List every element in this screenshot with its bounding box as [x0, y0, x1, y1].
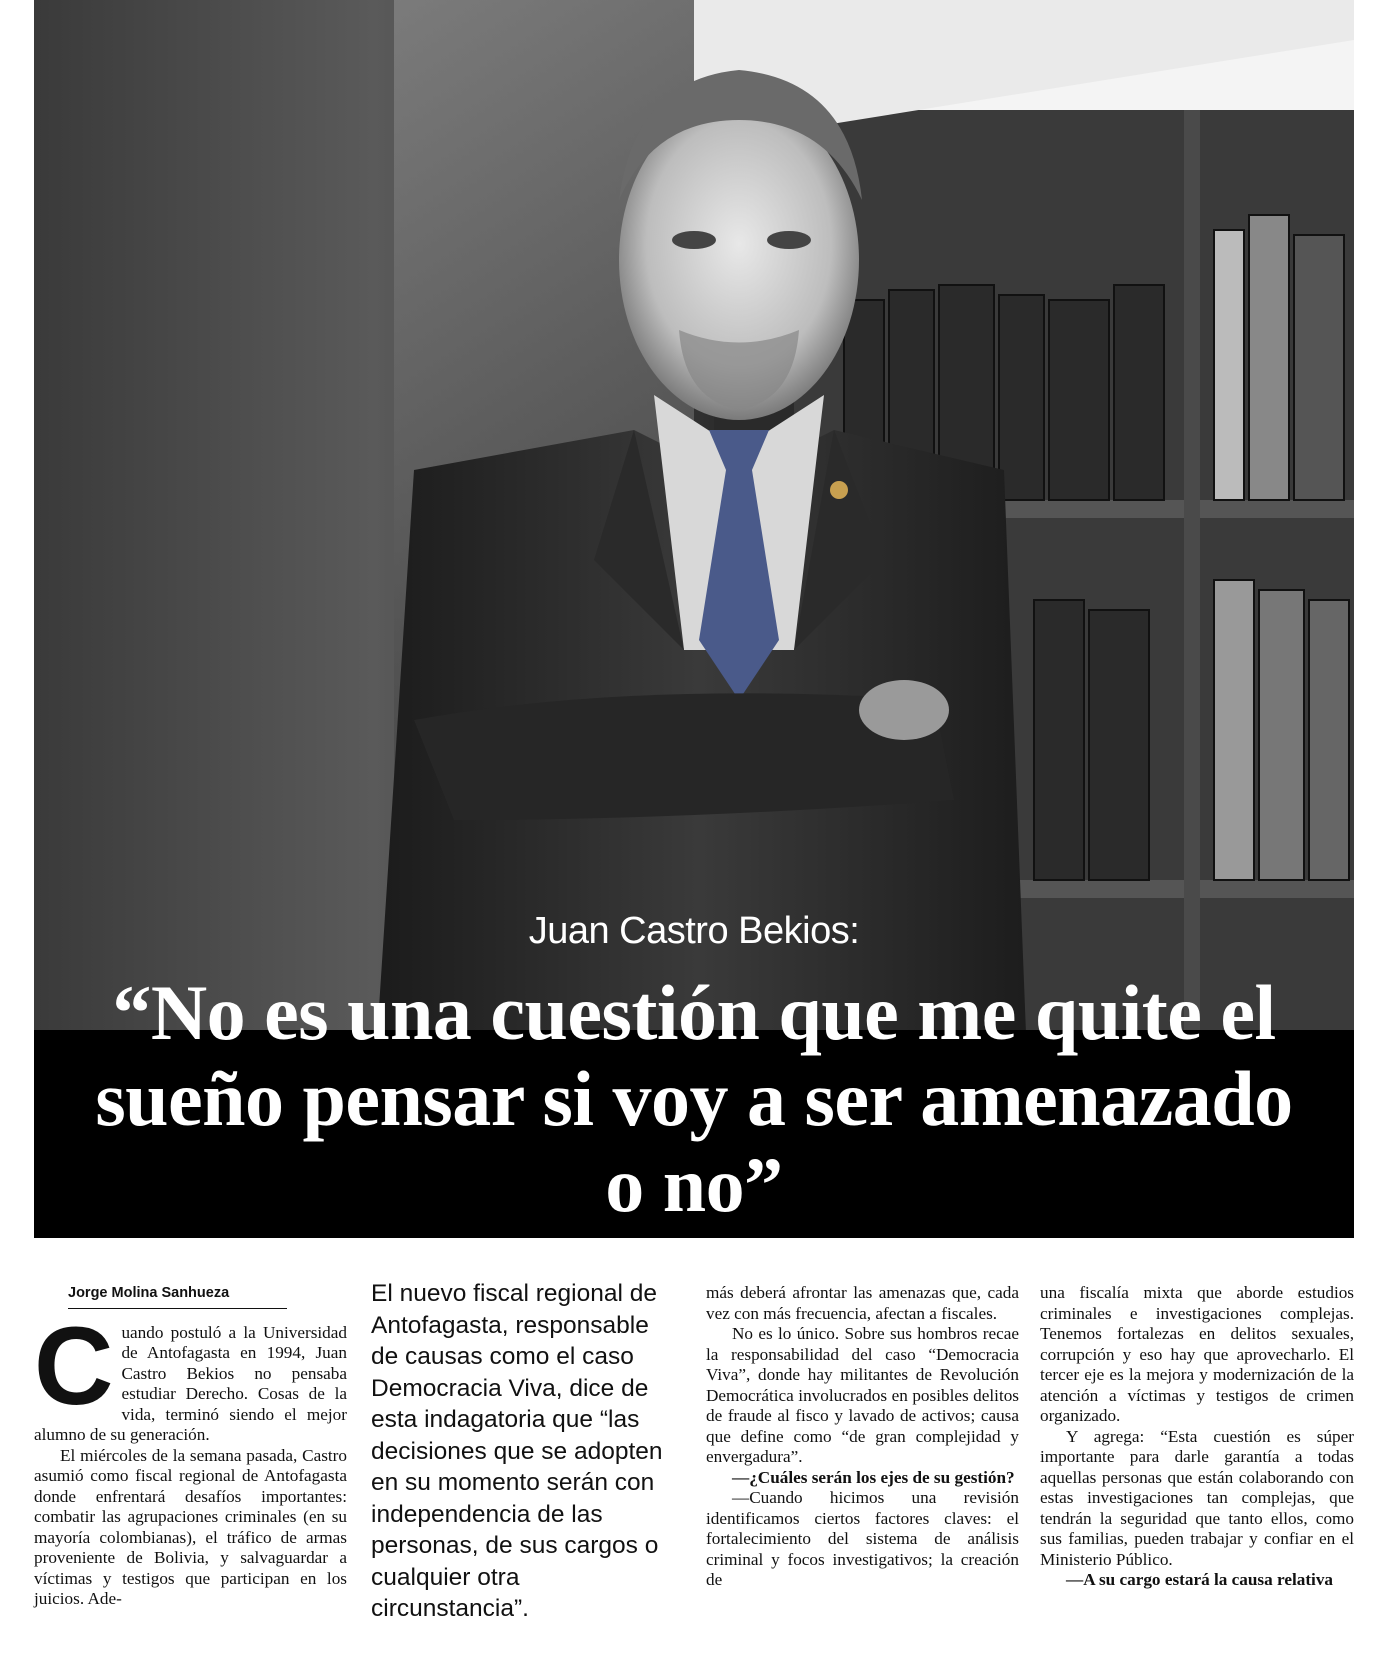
deck: El nuevo fiscal regional de Antofagasta, responsable de causas como el caso Democracia Viva, dice de esta indagatoria que “las decisiones que se adopten en su momento serán con independencia de las personas, de sus cargos o cualquier otra circunstancia”. [371, 1280, 663, 1622]
paragraph [34, 1304, 347, 1446]
paragraph: Y agrega: “Esta cuestión es súper importante para darle garantía a todas aquellas personas que están colaborando con estas investigaciones tan complejas, que tendrán la seguridad que tanto ellos, como sus familias, pueden trabajar y confiar en el Ministerio Público. [1040, 1426, 1354, 1569]
column-3 [706, 1283, 1019, 1591]
byline: Jorge Molina Sanhueza [68, 1283, 287, 1309]
paragraph: una fiscalía mixta que aborde estudios criminales e investigaciones complejas. Tenemos fortalezas en delitos sexuales, corrupción y eso hay que aprovecharlo. El tercer eje es la mejora y modernización de la atención a víctimas y testigos de crimen organizado. [1040, 1283, 1354, 1425]
kicker: Juan Castro Bekios: [528, 910, 860, 952]
paragraph: —Cuando hicimos una revisión identificamos ciertos factores claves: el fortalecimiento del sistema de análisis criminal y focos investigativos; la creación de [706, 1488, 1019, 1589]
paragraph: más deberá afrontar las amenazas que, cada vez con más frecuencia, afectan a fiscales. [706, 1283, 1019, 1323]
interview-question: —A su cargo estará la causa relativa [1066, 1570, 1334, 1589]
paragraph: El miércoles de la semana pasada, Castro asumió como fiscal regional de Antofagasta donde enfrentará desafíos importantes: combatir las agrupaciones criminales (en su mayoría colombianas), el tráfico de armas proveniente de Bolivia, y salvaguardar a víctimas y testigos que participan en los juicios. Ade- [34, 1445, 347, 1608]
interview-question: —¿Cuáles serán los ejes de su gestión? [732, 1467, 1015, 1487]
column-4 [1040, 1283, 1354, 1591]
headline: “No es una cuestión que me quite el sueño pensar si voy a ser amenazado o no” [95, 969, 1293, 1228]
drop-cap: C [34, 1304, 114, 1428]
portrait-photo [34, 0, 1354, 1238]
paragraph: No es lo único. Sobre sus hombros recae la responsabilidad del caso “Democracia Viva”, donde hay militantes de Revolución Democrática involucrados en posibles delitos de fraude al fisco y lavado de activos; causa que define como “de gran complejidad y envergadura”. [706, 1324, 1019, 1466]
paragraph-text: uando postuló a la Universidad de Antofagasta en 1994, Juan Castro Bekios no pensaba estudiar Derecho. Cosas de la vida, terminó siendo el mejor alumno de su generación. [34, 1322, 347, 1444]
column-1 [34, 1283, 347, 1610]
